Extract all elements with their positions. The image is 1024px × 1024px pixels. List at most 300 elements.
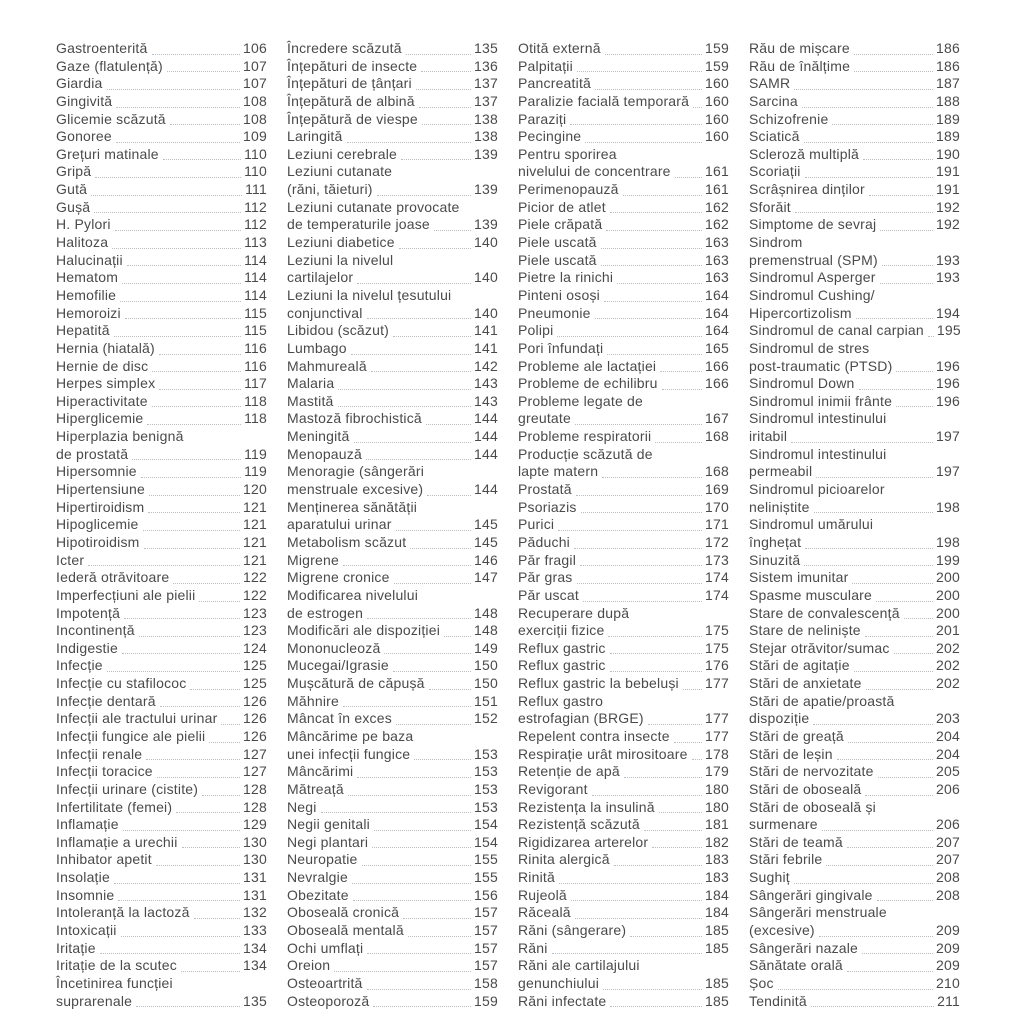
index-entry	[518, 657, 729, 675]
entry-page-number: 109	[243, 128, 267, 145]
index-entry	[287, 675, 498, 693]
dot-leader	[434, 229, 471, 231]
dot-leader	[604, 300, 702, 302]
dot-leader	[863, 158, 933, 160]
dot-leader	[384, 652, 471, 654]
index-entry	[749, 587, 960, 605]
index-entry	[56, 746, 267, 764]
dot-leader	[624, 776, 702, 778]
entry-page-number: 209	[936, 957, 960, 974]
index-entry	[287, 569, 498, 587]
entry-page-number: 202	[936, 639, 960, 656]
index-entry	[518, 216, 729, 234]
index-entry	[749, 428, 960, 446]
entry-page-number: 149	[474, 639, 498, 656]
entry-term: Stări de teamă	[749, 833, 843, 850]
entry-term: Înțepătură de viespe	[287, 110, 418, 127]
dot-leader	[655, 441, 702, 443]
dot-leader	[123, 829, 240, 831]
entry-page-number: 141	[474, 322, 498, 339]
index-entry	[287, 516, 498, 534]
index-entry	[56, 657, 267, 675]
entry-term: Iederă otrăvitoare	[56, 569, 170, 586]
dot-leader	[159, 353, 241, 355]
dot-leader	[152, 53, 241, 55]
entry-term: menstruale excesive)	[287, 481, 424, 498]
entry-page-number: 129	[243, 816, 267, 833]
dot-leader	[813, 723, 933, 725]
entry-term: Piele uscată	[518, 234, 597, 251]
index-entry	[56, 940, 267, 958]
index-entry	[56, 199, 267, 217]
dot-leader	[804, 564, 933, 566]
entry-term: Răni (sângerare)	[518, 922, 627, 939]
dot-leader	[693, 106, 702, 108]
entry-term: Răni infectate	[518, 992, 607, 1009]
entry-page-number: 201	[936, 622, 960, 639]
entry-page-number: 114	[244, 251, 267, 268]
entry-term: Scrâșnirea dinților	[749, 181, 865, 198]
dot-leader	[393, 335, 471, 337]
index-entry	[56, 269, 267, 287]
dot-leader	[181, 970, 240, 972]
entry-page-number: 136	[474, 57, 498, 74]
index-entry	[749, 75, 960, 93]
index-entry	[749, 146, 960, 164]
entry-page-number: 202	[936, 657, 960, 674]
entry-term: Herpes simplex	[56, 375, 156, 392]
index-entry	[749, 499, 960, 517]
entry-term: post-traumatic (PTSD)	[749, 357, 893, 374]
dot-leader	[805, 176, 933, 178]
dot-leader	[811, 1005, 934, 1007]
index-entry	[287, 111, 498, 129]
entry-term: Polipi	[518, 322, 554, 339]
entry-term: Stare de neliniște	[749, 622, 861, 639]
entry-page-number: 162	[705, 216, 729, 233]
dot-leader	[396, 529, 471, 531]
dot-leader	[416, 88, 471, 90]
index-entry	[287, 375, 498, 393]
entry-term: Malaria	[287, 375, 335, 392]
index-entry	[56, 587, 267, 605]
entry-page-number: 195	[936, 322, 961, 339]
index-column-3	[518, 40, 729, 1010]
entry-page-number: 141	[474, 339, 498, 356]
dot-leader	[848, 741, 933, 743]
entry-page-number: 175	[705, 639, 729, 656]
entry-term: Stări de oboseală și	[749, 798, 876, 815]
dot-leader	[157, 776, 240, 778]
index-entry	[56, 305, 267, 323]
dot-leader	[614, 864, 702, 866]
dot-leader	[351, 353, 471, 355]
dot-leader	[160, 705, 240, 707]
entry-term: greutate	[518, 410, 571, 427]
entry-page-number: 118	[244, 392, 267, 409]
index-entry	[287, 234, 498, 252]
entry-term: Scoriații	[749, 163, 801, 180]
entry-page-number: 127	[243, 763, 267, 780]
entry-page-number: 209	[936, 939, 960, 956]
entry-term: Infecții toracice	[56, 763, 153, 780]
entry-page-number: 202	[936, 675, 960, 692]
entry-term: Mastită	[287, 392, 334, 409]
dot-leader	[127, 264, 241, 266]
entry-term: Mastoză fibrochistică	[287, 410, 422, 427]
index-entry-continuation	[287, 499, 498, 517]
index-entry	[749, 463, 960, 481]
entry-term: Menoragie (sângerări	[287, 463, 425, 480]
entry-page-number: 137	[474, 92, 498, 109]
entry-page-number: 140	[474, 304, 498, 321]
dot-leader	[371, 370, 471, 372]
entry-page-number: 168	[705, 428, 729, 445]
dot-leader	[791, 441, 933, 443]
entry-page-number: 186	[936, 40, 960, 56]
dot-leader	[552, 952, 702, 954]
index-entry	[56, 93, 267, 111]
entry-term: Scleroză multiplă	[749, 145, 859, 162]
entry-term: Măhnire	[287, 692, 339, 709]
entry-term: Prostată	[518, 481, 572, 498]
dot-leader	[421, 70, 471, 72]
entry-term: Stări de apatie/proastă	[749, 692, 895, 709]
dot-leader	[334, 970, 471, 972]
index-entry	[749, 851, 960, 869]
index-entry	[287, 146, 498, 164]
index-entry	[287, 851, 498, 869]
entry-page-number: 124	[243, 639, 267, 656]
entry-term: Simptome de sevraj	[749, 216, 877, 233]
index-entry-continuation	[518, 693, 729, 711]
index-entry	[518, 728, 729, 746]
entry-term: Mușcătură de căpușă	[287, 675, 425, 692]
dot-leader	[595, 88, 702, 90]
entry-term: (excesive)	[749, 922, 815, 939]
index-column-2	[287, 40, 498, 1010]
entry-term: Gaze (flatulență)	[56, 57, 163, 74]
entry-term: Infecție	[56, 657, 103, 674]
entry-term: Insomnie	[56, 886, 115, 903]
dot-leader	[928, 335, 934, 337]
entry-term: Hiperglicemie	[56, 410, 144, 427]
entry-page-number: 110	[244, 163, 267, 180]
entry-term: Sănătate orală	[749, 957, 843, 974]
entry-term: Încetinirea funcției	[56, 974, 173, 991]
entry-term: Spasme musculare	[749, 586, 873, 603]
index-entry	[749, 940, 960, 958]
entry-page-number: 160	[705, 92, 729, 109]
entry-term: Sindromul Cushing/	[749, 286, 875, 303]
dot-leader	[182, 846, 241, 848]
dot-leader	[353, 899, 471, 901]
entry-term: Sindromul inimii frânte	[749, 392, 893, 409]
dot-leader	[173, 582, 240, 584]
entry-page-number: 170	[705, 498, 729, 515]
index-entry-continuation	[749, 287, 960, 305]
dot-leader	[859, 388, 934, 390]
index-entry-continuation	[518, 446, 729, 464]
index-entry	[518, 181, 729, 199]
entry-term: Leziuni la nivelul țesutului	[287, 286, 452, 303]
entry-term: Obezitate	[287, 886, 349, 903]
entry-term: Rezistența la insulină	[518, 798, 655, 815]
index-entry	[518, 463, 729, 481]
index-entry	[287, 40, 498, 58]
entry-term: Purici	[518, 516, 555, 533]
index-entry	[518, 746, 729, 764]
entry-term: Icter	[56, 551, 85, 568]
index-entry	[749, 816, 960, 834]
dot-leader	[146, 758, 240, 760]
entry-page-number: 144	[474, 481, 498, 498]
entry-page-number: 211	[937, 992, 960, 1009]
entry-term: Pentru sporirea	[518, 145, 617, 162]
entry-page-number: 153	[474, 763, 498, 780]
dot-leader	[865, 635, 933, 637]
index-entry	[518, 481, 729, 499]
entry-term: conjunctival	[287, 304, 363, 321]
dot-leader	[674, 741, 702, 743]
index-entry	[287, 428, 498, 446]
entry-term: Giardia	[56, 75, 103, 92]
entry-page-number: 181	[705, 816, 729, 833]
entry-term: Incontinență	[56, 622, 135, 639]
entry-page-number: 138	[474, 128, 498, 145]
dot-leader	[426, 423, 471, 425]
entry-term: Hipercortizolism	[749, 304, 852, 321]
index-entry	[749, 834, 960, 852]
entry-page-number: 159	[705, 40, 729, 56]
entry-page-number: 173	[705, 551, 729, 568]
dot-leader	[877, 899, 933, 901]
index-entry	[56, 605, 267, 623]
entry-term: unei infecții fungice	[287, 745, 411, 762]
entry-term: Tendinită	[749, 992, 807, 1009]
entry-term: Sindromul umărului	[749, 516, 874, 533]
entry-page-number: 163	[705, 269, 729, 286]
dot-leader	[147, 423, 241, 425]
entry-term: aparatului urinar	[287, 516, 392, 533]
index-entry	[287, 816, 498, 834]
index-entry	[749, 199, 960, 217]
index-column-1	[56, 40, 267, 1010]
entry-page-number: 166	[705, 375, 729, 392]
entry-term: Pneumonie	[518, 304, 591, 321]
entry-term: Rigidizarea arterelor	[518, 833, 649, 850]
entry-page-number: 177	[705, 727, 729, 744]
entry-page-number: 107	[243, 57, 267, 74]
dot-leader	[91, 194, 242, 196]
entry-term: Glicemie scăzută	[56, 110, 166, 127]
dot-leader	[202, 794, 240, 796]
entry-term: Recuperare după	[518, 604, 630, 621]
entry-term: de prostată	[56, 445, 129, 462]
dot-leader	[804, 141, 933, 143]
entry-page-number: 115	[244, 322, 267, 339]
entry-term: Palpitații	[518, 57, 573, 74]
entry-page-number: 169	[705, 481, 729, 498]
dot-leader	[199, 600, 240, 602]
entry-page-number: 151	[474, 692, 498, 709]
entry-term: Păr gras	[518, 569, 573, 586]
index-entry	[749, 763, 960, 781]
index-entry	[518, 781, 729, 799]
entry-term: Răni ale cartilajului	[518, 957, 640, 974]
dot-leader	[847, 970, 933, 972]
entry-page-number: 210	[936, 974, 960, 991]
entry-page-number: 107	[243, 75, 267, 92]
dot-leader	[139, 635, 240, 637]
index-entry	[56, 887, 267, 905]
dot-leader	[149, 494, 240, 496]
entry-term: Revigorant	[518, 780, 588, 797]
entry-page-number: 113	[244, 234, 267, 251]
entry-page-number: 208	[936, 886, 960, 903]
entry-term: Gingivită	[56, 92, 113, 109]
entry-term: exerciții fizice	[518, 622, 605, 639]
entry-page-number: 121	[243, 498, 267, 515]
dot-leader	[854, 670, 933, 672]
index-entry	[56, 340, 267, 358]
entry-page-number: 163	[705, 234, 729, 251]
entry-term: Modificarea nivelului	[287, 586, 419, 603]
index-entry	[749, 322, 960, 340]
entry-page-number: 130	[243, 851, 267, 868]
index-entry	[518, 58, 729, 76]
entry-page-number: 161	[705, 181, 729, 198]
entry-term: iritabil	[749, 428, 788, 445]
index-entry	[518, 922, 729, 940]
index-entry	[287, 305, 498, 323]
entry-term: Hepatită	[56, 322, 110, 339]
entry-term: Stare de convalescență	[749, 604, 900, 621]
entry-term: Oboseală mentală	[287, 922, 404, 939]
dot-leader	[209, 741, 240, 743]
dot-leader	[124, 617, 240, 619]
index-entry	[749, 622, 960, 640]
dot-leader	[675, 176, 702, 178]
index-entry	[518, 75, 729, 93]
dot-leader	[880, 229, 933, 231]
dot-leader	[580, 564, 702, 566]
entry-term: premenstrual (SPM)	[749, 251, 878, 268]
entry-term: Rău de înălțime	[749, 57, 851, 74]
index-entry	[287, 957, 498, 975]
index-entry	[56, 287, 267, 305]
entry-page-number: 190	[936, 145, 960, 162]
index-entry-continuation	[287, 252, 498, 270]
index-entry	[749, 375, 960, 393]
entry-term: Stejar otrăvitor/sumac	[749, 639, 890, 656]
entry-page-number: 142	[474, 357, 498, 374]
entry-term: Leziuni la nivelul	[287, 251, 394, 268]
entry-term: Gută	[56, 181, 88, 198]
dot-leader	[100, 952, 240, 954]
entry-term: lapte matern	[518, 463, 599, 480]
entry-page-number: 119	[244, 463, 267, 480]
index-entry	[518, 869, 729, 887]
entry-page-number: 183	[705, 869, 729, 886]
entry-term: Mâncărimi	[287, 763, 354, 780]
entry-page-number: 131	[243, 869, 267, 886]
entry-term: Intoxicații	[56, 922, 117, 939]
index-entry	[56, 851, 267, 869]
entry-page-number: 163	[705, 251, 729, 268]
entry-page-number: 197	[936, 463, 960, 480]
index-entry	[56, 693, 267, 711]
entry-page-number: 157	[474, 939, 498, 956]
dot-leader	[832, 123, 933, 125]
dot-leader	[116, 141, 240, 143]
entry-term: Menținerea sănătății	[287, 498, 418, 515]
index-entry	[518, 111, 729, 129]
entry-term: Insolație	[56, 869, 110, 886]
index-entry	[56, 922, 267, 940]
dot-leader	[814, 511, 933, 513]
index-entry	[56, 216, 267, 234]
entry-page-number: 192	[936, 198, 960, 215]
entry-term: Sindromul intestinului	[749, 445, 887, 462]
index-entry	[287, 358, 498, 376]
index-entry-continuation	[518, 393, 729, 411]
index-entry	[56, 252, 267, 270]
dot-leader	[122, 652, 240, 654]
entry-page-number: 137	[474, 75, 498, 92]
dot-leader	[393, 670, 471, 672]
entry-page-number: 168	[705, 463, 729, 480]
entry-page-number: 139	[474, 216, 498, 233]
entry-term: Înțepătură de albină	[287, 92, 415, 109]
dot-leader	[852, 582, 933, 584]
entry-term: Sughiț	[749, 869, 790, 886]
index-entry	[749, 93, 960, 111]
entry-term: Hipertensiune	[56, 481, 145, 498]
entry-term: Încredere scăzută	[287, 40, 402, 56]
index-column-4	[749, 40, 960, 1010]
entry-page-number: 165	[705, 339, 729, 356]
dot-leader	[120, 300, 241, 302]
dot-leader	[107, 88, 241, 90]
entry-term: Reflux gastric la bebeluși	[518, 675, 679, 692]
entry-page-number: 157	[474, 957, 498, 974]
index-entry	[518, 710, 729, 728]
entry-term: Migrene cronice	[287, 569, 390, 586]
entry-page-number: 164	[705, 286, 729, 303]
entry-term: Mucegai/Igrasie	[287, 657, 389, 674]
entry-page-number: 171	[705, 516, 729, 533]
entry-page-number: 123	[243, 604, 267, 621]
entry-term: Reflux gastro	[518, 692, 604, 709]
dot-leader	[601, 247, 702, 249]
dot-leader	[367, 317, 471, 319]
index-entry	[56, 957, 267, 975]
entry-term: Libidou (scăzut)	[287, 322, 390, 339]
index-entry	[287, 781, 498, 799]
entry-page-number: 184	[705, 904, 729, 921]
entry-page-number: 154	[474, 816, 498, 833]
entry-term: Metabolism scăzut	[287, 533, 407, 550]
entry-term: (răni, tăieturi)	[287, 181, 373, 198]
entry-page-number: 153	[474, 798, 498, 815]
index-entry	[518, 887, 729, 905]
dot-leader	[692, 758, 702, 760]
entry-term: Hipertiroidism	[56, 498, 145, 515]
index-entry	[749, 605, 960, 623]
entry-term: Sciatică	[749, 128, 800, 145]
index-entry	[287, 534, 498, 552]
